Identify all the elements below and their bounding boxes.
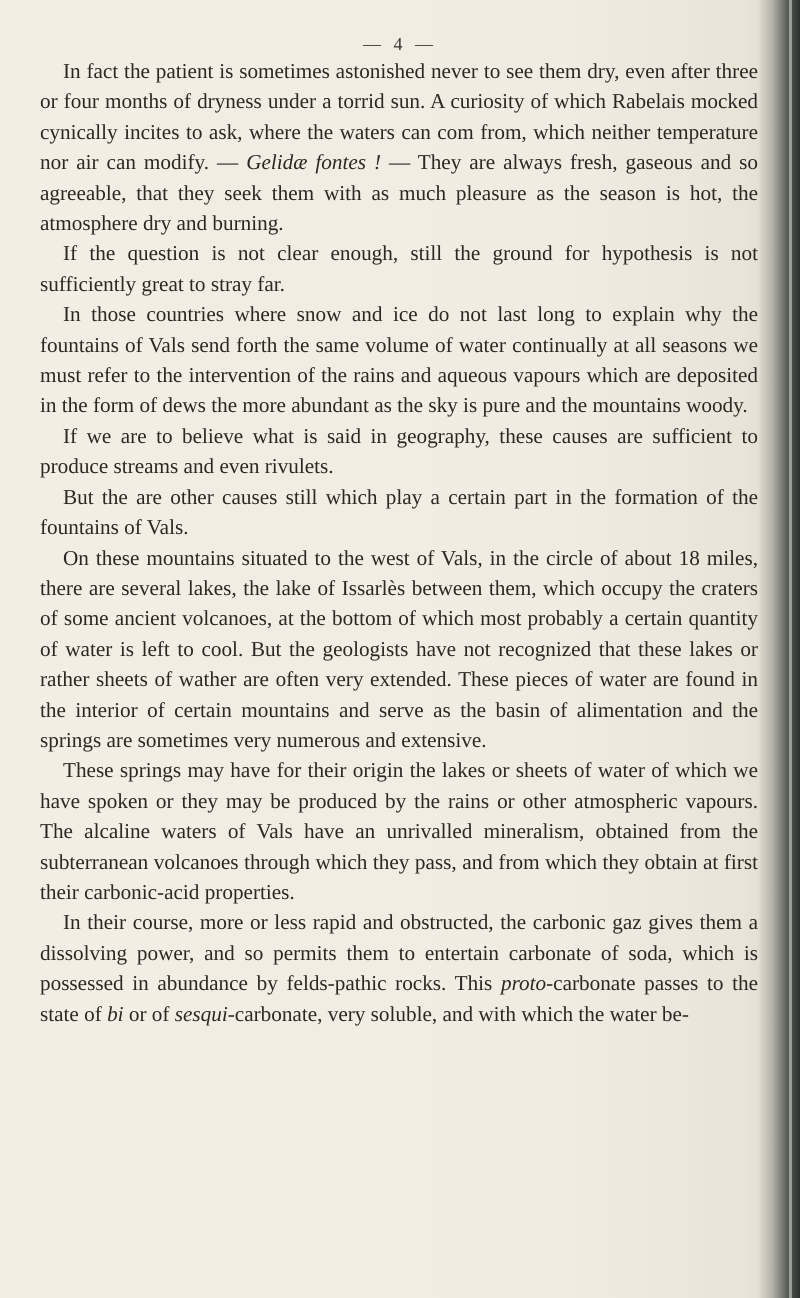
paragraph xyxy=(40,482,758,543)
italic-text: bi xyxy=(107,1001,124,1026)
italic-text: proto xyxy=(500,971,547,996)
italic-text: Gelidæ fontes ! xyxy=(246,150,382,175)
text-run: On these mountains situated to the west of Vals, in the circle of about 18 miles, there are several lakes, the lake of Issarlès between them, which occupy the craters of some ancient volcanoes, at the bottom of which most probably a certain quantity of water is left to cool. But the geologists have not recognized that these lakes or rather sheets of wather are often very extended. These pieces of water are found in the interior of certain mountains and serve as the basin of alimentation and the springs are sometimes very numerous and extensive. xyxy=(40,545,758,752)
text-run: These springs may have for their origin the lakes or sheets of water of which we have spoken or they may be produced by the rains or other atmospheric vapours. The alcaline waters of Vals have an unrivalled mineralism, obtained from the subterranean volcanoes through which they pass, and from which they obtain at first their carbonic-acid properties. xyxy=(40,758,758,904)
book-binding-edge xyxy=(758,0,800,1298)
text-run: If the question is not clear enough, still the ground for hypothesis is not sufficiently great to stray far. xyxy=(40,241,758,296)
text-run: -carbonate, very soluble, and with which the water be- xyxy=(227,1001,689,1026)
page-number: — 4 — xyxy=(363,34,437,54)
paragraph xyxy=(40,421,758,482)
text-run: -carbonate passes to the state of xyxy=(40,971,758,1026)
paragraph xyxy=(40,56,758,238)
paragraph xyxy=(40,299,758,421)
paragraph xyxy=(40,543,758,756)
paragraph xyxy=(40,755,758,907)
paragraph xyxy=(40,907,758,1029)
italic-text: sesqui xyxy=(174,1001,228,1026)
body-text xyxy=(40,56,758,1029)
text-run: In their course, more or less rapid and obstructed, the carbonic gaz gives them a dissolving power, and so permits them to entertain carbonate of soda, which is possessed in abundance by felds-pathic rocks. This xyxy=(40,910,758,996)
text-run: or of xyxy=(123,1001,175,1026)
paragraph xyxy=(40,238,758,299)
text-run: But the are other causes still which play a certain part in the formation of the fountains of Vals. xyxy=(40,484,758,540)
text-run: In those countries where snow and ice do not last long to explain why the fountains of Vals send forth the same volume of water continually at all seasons we must refer to the intervention of the rains and aqueous vapours which are deposited in the form of dews the more abundant as the sky is pure and the mountains woody. xyxy=(40,302,758,418)
text-run: — They are always fresh, gaseous and so agreeable, that they seek them with as much pleasure as the season is hot, the atmosphere dry and burning. xyxy=(40,150,759,236)
text-run: In fact the patient is sometimes astonished never to see them dry, even after three or four months of dryness under a torrid sun. A curiosity of which Rabelais mocked cynically incites to ask, where the waters can com from, which neither temperature nor air can modify. — xyxy=(40,59,758,175)
text-run: If we are to believe what is said in geography, these causes are sufficient to produce streams and even rivulets. xyxy=(40,423,758,479)
